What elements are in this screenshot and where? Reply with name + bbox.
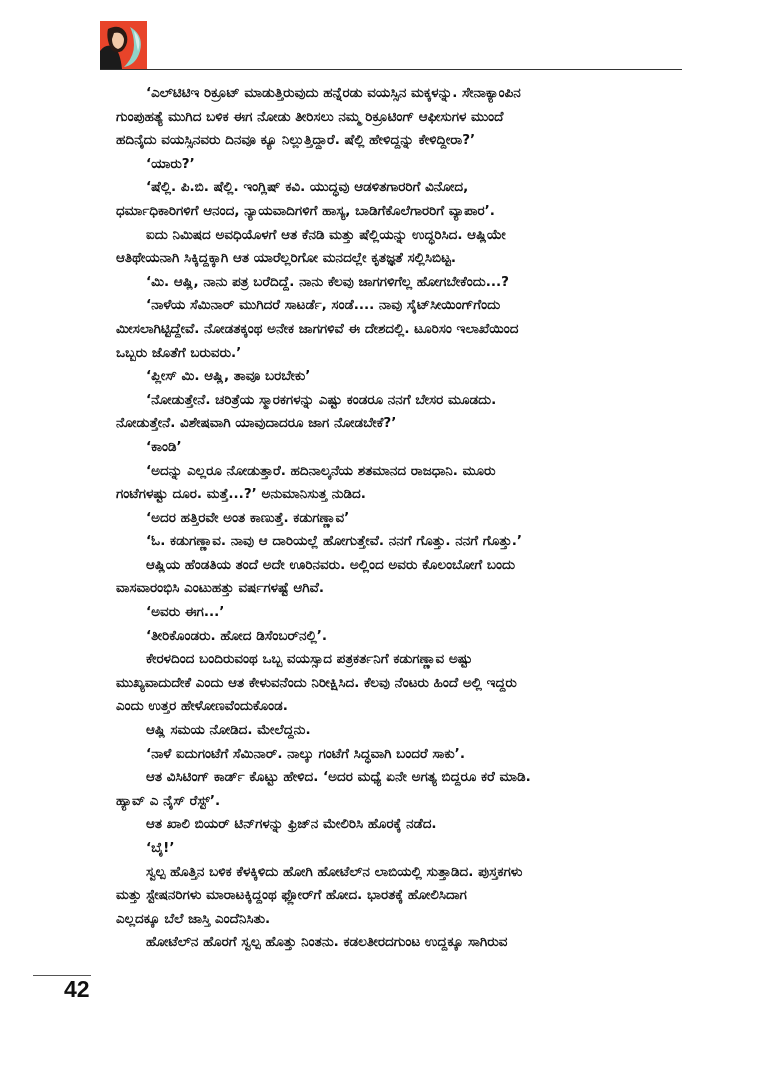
header-rule bbox=[100, 69, 682, 70]
story-line: ಹದಿನೈದು ವಯಸ್ಸಿನವರು ದಿನವೂ ಕ್ಯೂ ನಿಲ್ಲುತ್ತಿದ್ದಾರೆ. ಷೆಲ್ಲಿ ಹೇಳಿದ್ದನ್ನು ಕೇಳಿದ್ದೀರಾ?’ bbox=[116, 132, 476, 149]
story-line: ಗುಂಪುಹತ್ಯೆ ಮುಗಿದ ಬಳಿಕ ಈಗ ನೋಡು ತೀರಿಸಲು ನಮ್ಮ ರಿಕ್ರೂಟಿಂಗ್ ಆಫೀಸುಗಳ ಮುಂದೆ bbox=[116, 108, 504, 125]
story-line: ವಾಸವಾರಂಭಿಸಿ ಎಂಟುಹತ್ತು ವರ್ಷಗಳಷ್ಟೆ ಆಗಿವೆ. bbox=[116, 580, 324, 597]
magazine-logo-icon-graphic bbox=[100, 21, 147, 69]
story-line: ಕೇರಳದಿಂದ ಬಂದಿರುವಂಥ ಒಬ್ಬ ವಯಸ್ಸಾದ ಪತ್ರಕರ್ತನಿಗೆ ಕಡುಗಣ್ಣಾವ ಅಷ್ಟು bbox=[146, 651, 473, 668]
story-line: ನೋಡುತ್ತೇನೆ. ವಿಶೇಷವಾಗಿ ಯಾವುದಾದರೂ ಜಾಗ ನೋಡಬೇಕೆ?’ bbox=[116, 415, 397, 432]
story-line: ಆಷ್ಲಿ ಸಮಯ ನೋಡಿದ. ಮೇಲೆದ್ದನು. bbox=[146, 722, 311, 739]
story-line: ‘ಬೈ!’ bbox=[146, 840, 175, 856]
story-line: ‘ಎಲ್‌ಟಿಟಿಇ ರಿಕ್ರೂಟ್ ಮಾಡುತ್ತಿರುವುದು ಹನ್ನೆರಡು ವಯಸ್ಸಿನ ಮಕ್ಕಳನ್ನು. ಸೇನಾಕ್ಯಾಂಪಿನ bbox=[146, 85, 521, 101]
story-line: ಮತ್ತು ಸ್ಟೇಷನರಿಗಳು ಮಾರಾಟಕ್ಕಿದ್ದಂಥ ಫ್ಲೋರ್‌ಗೆ ಹೋದ. ಭಾರತಕ್ಕೆ ಹೋಲಿಸಿದಾಗ bbox=[116, 887, 467, 904]
story-line: ಮುಖ್ಯವಾದುದೇಕೆ ಎಂದು ಆತ ಕೇಳುವನೆಂದು ನಿರೀಕ್ಷಿಸಿದ. ಕೆಲವು ನೆಂಟರು ಹಿಂದೆ ಅಲ್ಲಿ ಇದ್ದರು bbox=[116, 674, 517, 691]
story-line: ‘ಷೆಲ್ಲಿ. ಪಿ.ಬಿ. ಷೆಲ್ಲಿ. ಇಂಗ್ಲಿಷ್ ಕವಿ. ಯುದ್ಧವು ಆಡಳಿತಗಾರರಿಗೆ ವಿನೋದ, bbox=[146, 179, 469, 196]
story-line: ಎಲ್ಲದಕ್ಕೂ ಬೆಲೆ ಜಾಸ್ತಿ ಎಂದೆನಿಸಿತು. bbox=[116, 910, 271, 927]
page-number: 42 bbox=[64, 976, 90, 1002]
story-line: ಐದು ನಿಮಿಷದ ಅವಧಿಯೊಳಗೆ ಆತ ಕೆನಡಿ ಮತ್ತು ಷೆಲ್ಲಿಯನ್ನು ಉದ್ಧರಿಸಿದ. ಆಷ್ಲಿಯೇ bbox=[146, 226, 506, 243]
story-body bbox=[116, 82, 696, 955]
story-line: ಗಂಟೆಗಳಷ್ಟು ದೂರ. ಮತ್ತೆ...?’ ಅನುಮಾನಿಸುತ್ತ ನುಡಿದ. bbox=[116, 486, 366, 503]
story-line: ಆತಿಥೇಯನಾಗಿ ಸಿಕ್ಕಿದ್ದಕ್ಕಾಗಿ ಆತ ಯಾರೆಲ್ಲರಿಗೋ ಮನದಲ್ಲೇ ಕೃತಜ್ಞತೆ ಸಲ್ಲಿಸಿಬಿಟ್ಟ. bbox=[116, 250, 456, 267]
story-line: ‘ಓ. ಕಡುಗಣ್ಣಾವ. ನಾವು ಆ ದಾರಿಯಲ್ಲೆ ಹೋಗುತ್ತೇವೆ. ನನಗೆ ಗೊತ್ತು. ನನಗೆ ಗೊತ್ತು.’ bbox=[146, 533, 523, 550]
story-line: ‘ಕಾಂಡಿ’ bbox=[146, 438, 182, 455]
magazine-logo-icon bbox=[100, 21, 147, 69]
story-line: ಆತ ಖಾಲಿ ಬಿಯರ್ ಟಿನ್‌ಗಳನ್ನು ಫ್ರಿಜ್‌ನ ಮೇಲಿರಿಸಿ ಹೊರಕ್ಕೆ ನಡೆದ. bbox=[146, 816, 437, 833]
story-line: ‘ಪ್ಲೀಸ್ ಮಿ. ಆಷ್ಲಿ, ತಾವೂ ಬರಬೇಕು’ bbox=[146, 368, 311, 385]
story-line: ಒಬ್ಬರು ಜೊತೆಗೆ ಬರುವರು.’ bbox=[116, 344, 242, 361]
story-line: ‘ಯಾರು?’ bbox=[146, 155, 195, 172]
story-line: ‘ನಾಳೆಯ ಸೆಮಿನಾರ್ ಮುಗಿದರೆ ಸಾಟರ್ಡೆ, ಸಂಡೆ.... ನಾವು ಸೈಟ್‌ಸೀಯಿಂಗ್‌ಗೆಂದು bbox=[146, 297, 501, 314]
story-line: ಎಂದು ಉತ್ತರ ಹೇಳೋಣವೆಂದುಕೊಂಡ. bbox=[116, 698, 288, 715]
story-line: ಹೋಟೆಲ್‌ನ ಹೊರಗೆ ಸ್ವಲ್ಪ ಹೊತ್ತು ನಿಂತನು. ಕಡಲತೀರದಗುಂಟ ಉದ್ದಕ್ಕೂ ಸಾಗಿರುವ bbox=[146, 934, 508, 951]
story-line: ‘ಮಿ. ಆಷ್ಲಿ, ನಾನು ಪತ್ರ ಬರೆದಿದ್ದೆ. ನಾನು ಕೆಲವು ಜಾಗಗಳಿಗೆಲ್ಲ ಹೋಗಬೇಕೆಂದು...? bbox=[146, 273, 509, 290]
story-line: ‘ನೋಡುತ್ತೇನೆ. ಚರಿತ್ರೆಯ ಸ್ಮಾರಕಗಳನ್ನು ಎಷ್ಟು ಕಂಡರೂ ನನಗೆ ಬೇಸರ ಮೂಡದು. bbox=[146, 391, 497, 408]
story-line: ‘ಅದನ್ನು ಎಲ್ಲರೂ ನೋಡುತ್ತಾರೆ. ಹದಿನಾಲ್ಕನೆಯ ಶತಮಾನದ ರಾಜಧಾನಿ. ಮೂರು bbox=[146, 462, 496, 479]
story-line: ಮೀಸಲಾಗಿಟ್ಟಿದ್ದೇವೆ. ನೋಡತಕ್ಕಂಥ ಅನೇಕ ಜಾಗಗಳಿವೆ ಈ ದೇಶದಲ್ಲಿ. ಟೂರಿಸಂ ಇಲಾಖೆಯಿಂದ bbox=[116, 320, 519, 337]
story-line: ಧರ್ಮಾಧಿಕಾರಿಗಳಿಗೆ ಆನಂದ, ನ್ಯಾಯವಾದಿಗಳಿಗೆ ಹಾಸ್ಯ, ಬಾಡಿಗೆಕೊಲೆಗಾರರಿಗೆ ವ್ಯಾಪಾರ’. bbox=[116, 202, 495, 219]
story-line: ‘ಅವರು ಈಗ...’ bbox=[146, 604, 225, 621]
story-line: ಆಷ್ಲಿಯ ಹೆಂಡತಿಯ ತಂದೆ ಅದೇ ಊರಿನವರು. ಅಲ್ಲಿಂದ ಅವರು ಕೊಲಂಬೋಗೆ ಬಂದು bbox=[146, 556, 515, 573]
story-line: ಹ್ಯಾವ್ ಎ ನೈಸ್ ರೆಸ್ಟ್’. bbox=[116, 792, 221, 809]
story-line: ‘ನಾಳೆ ಐದುಗಂಟೆಗೆ ಸೆಮಿನಾರ್. ನಾಲ್ಕು ಗಂಟೆಗೆ ಸಿದ್ಧವಾಗಿ ಬಂದರೆ ಸಾಕು’. bbox=[146, 745, 465, 762]
story-line: ಸ್ವಲ್ಪ ಹೊತ್ತಿನ ಬಳಿಕ ಕೆಳಕ್ಕಿಳಿದು ಹೋಗಿ ಹೋಟೆಲ್‌ನ ಲಾಬಿಯಲ್ಲಿ ಸುತ್ತಾಡಿದ. ಪುಸ್ತಕಗಳು bbox=[146, 863, 523, 880]
story-line: ಆತ ವಿಸಿಟಿಂಗ್ ಕಾರ್ಡ್ ಕೊಟ್ಟು ಹೇಳಿದ. ‘ಅದರ ಮಧ್ಯೆ ಏನೇ ಅಗತ್ಯ ಬಿದ್ದರೂ ಕರೆ ಮಾಡಿ. bbox=[146, 769, 531, 786]
story-line: ‘ಅದರ ಹತ್ತಿರವೇ ಅಂತ ಕಾಣುತ್ತೆ. ಕಡುಗಣ್ಣಾವ’ bbox=[146, 509, 350, 526]
story-line: ‘ತೀರಿಕೊಂಡರು. ಹೋದ ಡಿಸೆಂಬರ್‌ನಲ್ಲಿ’. bbox=[146, 627, 328, 644]
